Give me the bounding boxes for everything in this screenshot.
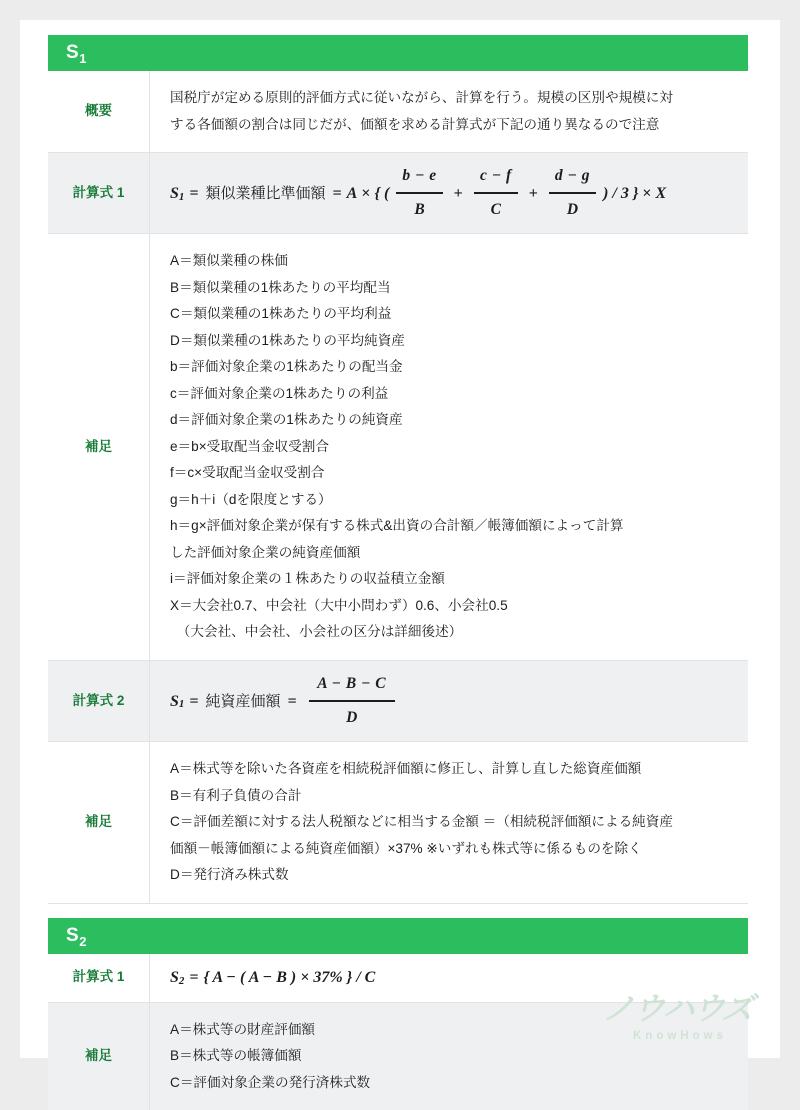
- formula-expression: { A − ( A − B ) × 37% } / C: [203, 969, 376, 987]
- formula-lhs-subscript: 1: [178, 190, 185, 203]
- row-label-keisanshiki-1: 計算式 1: [48, 153, 150, 233]
- row-label-keisanshiki-2: 計算式 2: [48, 661, 150, 741]
- section-header-s1-label: S: [66, 42, 80, 63]
- row-label-hosoku-2: 補足: [48, 742, 150, 903]
- fraction-denominator: D: [566, 201, 579, 219]
- text-line: 価額－帳簿価額による純資産価額）×37% ※いずれも株式等に係るものを除く: [170, 840, 642, 856]
- row-body-gaiyou: [150, 71, 748, 152]
- text-line: d＝評価対象企業の1株あたりの純資産: [170, 412, 403, 428]
- formula-lhs-subscript: 2: [178, 975, 185, 988]
- text-line: A＝類似業種の株価: [170, 253, 288, 269]
- formula-equals: =: [189, 184, 199, 202]
- fraction-numerator: b − e: [402, 167, 437, 184]
- formula-multiply-2: ×: [642, 184, 652, 202]
- fraction-numerator: c − f: [479, 167, 512, 184]
- valuation-table: [48, 35, 748, 1110]
- fraction-denominator: D: [346, 709, 358, 727]
- formula-fraction-abc-over-d: [309, 669, 395, 733]
- text-line: C＝評価差額に対する法人税額などに相当する金額 ＝（相続税評価額による純資産: [170, 814, 673, 830]
- row-label-s2-hosoku: 補足: [48, 1003, 150, 1110]
- fraction-denominator: C: [490, 201, 501, 219]
- table-row: [48, 234, 748, 661]
- row-label-s2-keisanshiki-1: 計算式 1: [48, 954, 150, 1002]
- row-label-gaiyou: 概要: [48, 71, 150, 152]
- text-line: 国税庁が定める原則的評価方式に従いながら、計算を行う。規模の区別や規模に対: [170, 90, 673, 105]
- text-line: した評価対象企業の純資産価額: [170, 544, 361, 560]
- text-line: （大会社、中会社、小会社の区分は詳細後述）: [170, 624, 463, 640]
- formula-equals: =: [189, 692, 199, 710]
- formula-plus-1: +: [453, 184, 463, 202]
- row-label-hosoku-1: 補足: [48, 234, 150, 660]
- formula-fraction-2: [474, 161, 518, 225]
- formula-lhs-subscript: 1: [178, 698, 185, 711]
- text-line: B＝有利子負債の合計: [170, 787, 302, 803]
- hosoku-2-lines: [170, 756, 732, 889]
- text-line: D＝類似業種の1株あたりの平均純資産: [170, 332, 405, 348]
- section-header-s1-subscript: 1: [79, 50, 87, 66]
- text-line: C＝類似業種の1株あたりの平均利益: [170, 306, 392, 322]
- section-header-s2-subscript: 2: [79, 933, 87, 949]
- formula-lhs: S: [170, 969, 179, 987]
- formula-close-brace: ) / 3 }: [603, 184, 639, 202]
- formula-term-name: 純資産価額: [205, 692, 281, 710]
- text-line: C＝評価対象企業の発行済株式数: [170, 1074, 371, 1090]
- formula-s1-junshisan: [170, 669, 402, 733]
- fraction-numerator: A − B − C: [317, 674, 387, 692]
- formula-equals-2: =: [287, 692, 297, 710]
- logo-kana-text: ノウハウズ: [601, 991, 755, 1027]
- row-body-keisanshiki-1: [150, 153, 748, 233]
- knowhows-logo: [594, 991, 762, 1042]
- text-line: する各価額の割合は同じだが、価額を求める計算式が下記の通り異なるので注意: [170, 116, 660, 132]
- row-body-hosoku-1: [150, 234, 748, 660]
- formula-open-brace: { (: [374, 184, 390, 202]
- formula-s2: [170, 962, 375, 993]
- table-row: [48, 71, 748, 153]
- formula-lhs: S: [170, 692, 179, 710]
- text-line: h＝g×評価対象企業が保有する株式&出資の合計額／帳簿価額によって計算: [170, 518, 624, 534]
- formula-lhs: S: [170, 184, 179, 202]
- text-line: B＝株式等の帳簿価額: [170, 1048, 302, 1064]
- formula-var-a: A: [346, 184, 358, 202]
- formula-var-x: X: [655, 184, 667, 202]
- logo-roman-text: KnowHows: [633, 1030, 727, 1042]
- text-line: X＝大会社0.7、中会社（大中小問わず）0.6、小会社0.5: [170, 597, 508, 613]
- row-body-keisanshiki-2: [150, 661, 748, 741]
- formula-s1-ruiji: [170, 161, 666, 225]
- content-card: [20, 20, 780, 1090]
- text-line: g＝h＋i（dを限度とする）: [170, 491, 332, 507]
- text-line: c＝評価対象企業の1株あたりの利益: [170, 385, 389, 401]
- row-body-hosoku-2: [150, 742, 748, 903]
- text-line: B＝類似業種の1株あたりの平均配当: [170, 279, 391, 295]
- section-header-s1: [48, 35, 748, 71]
- text-line: D＝発行済み株式数: [170, 867, 289, 883]
- formula-equals-2: =: [332, 184, 342, 202]
- section-header-s2-label: S: [66, 924, 80, 946]
- text-line: A＝株式等の財産評価額: [170, 1021, 316, 1037]
- formula-fraction-1: [396, 161, 442, 225]
- fraction-denominator: B: [414, 201, 425, 219]
- text-line: b＝評価対象企業の1株あたりの配当金: [170, 359, 403, 375]
- text-line: e＝b×受取配当金収受割合: [170, 438, 329, 454]
- formula-plus-2: +: [528, 184, 538, 202]
- text-line: A＝株式等を除いた各資産を相続税評価額に修正し、計算し直した総資産価額: [170, 761, 642, 777]
- table-row: [48, 661, 748, 742]
- text-line: f＝c×受取配当金収受割合: [170, 465, 325, 481]
- hosoku-1-lines: [170, 248, 732, 646]
- formula-equals: =: [189, 969, 199, 987]
- formula-multiply: ×: [361, 184, 371, 202]
- formula-fraction-3: [549, 161, 596, 225]
- text-line: i＝評価対象企業の１株あたりの収益積立金額: [170, 571, 445, 587]
- formula-term-name: 類似業種比準価額: [205, 184, 326, 202]
- table-row: [48, 153, 748, 234]
- fraction-numerator: d − g: [554, 167, 591, 184]
- table-row: [48, 742, 748, 904]
- section-header-s2: [48, 918, 748, 954]
- overview-lines: [170, 85, 732, 138]
